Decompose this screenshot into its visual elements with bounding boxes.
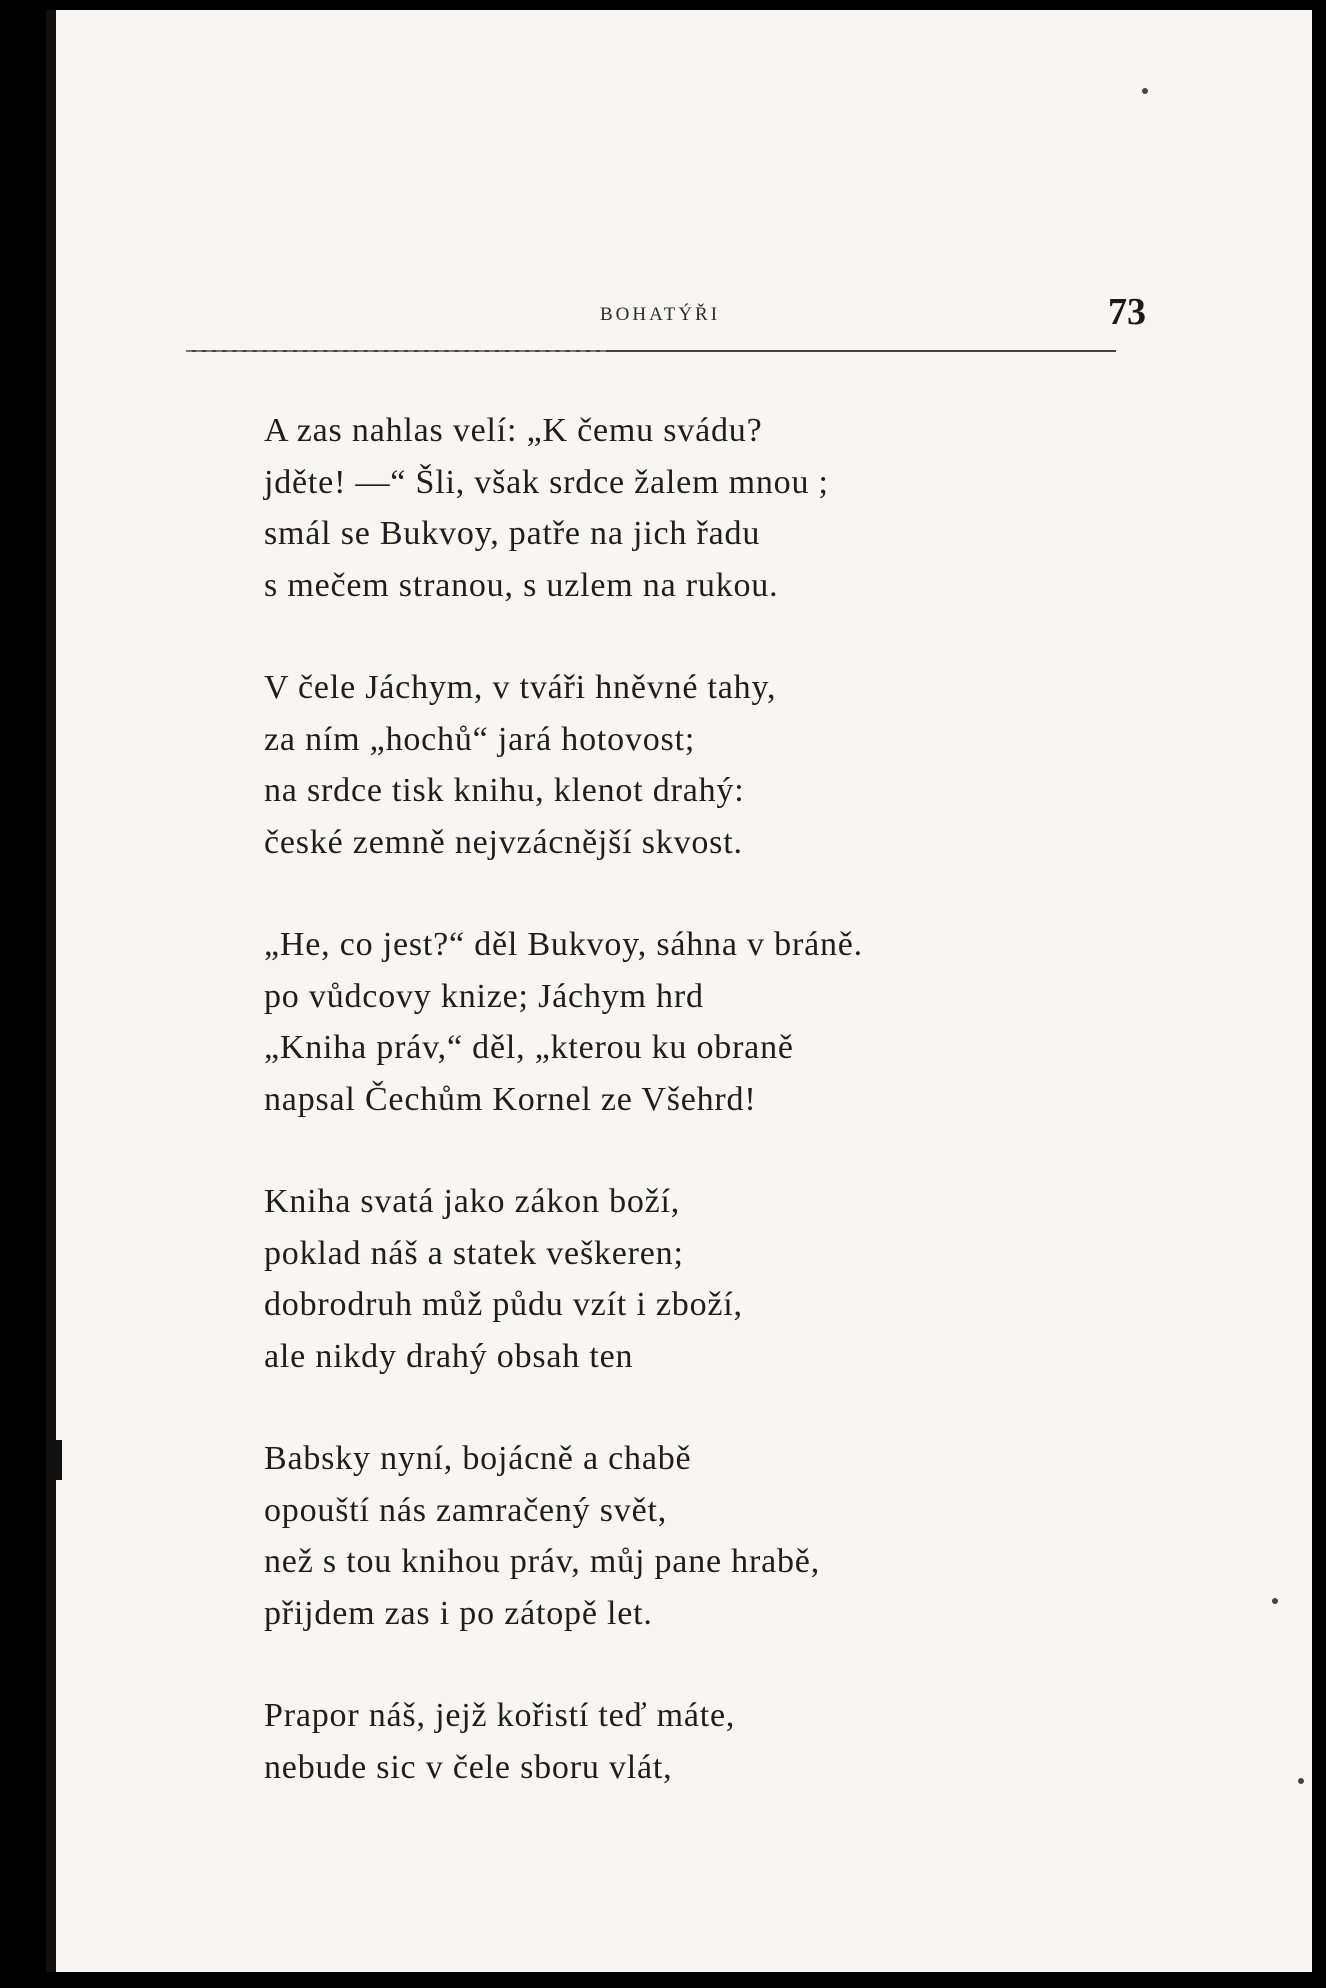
verse-line: „Kniha práv,“ děl, „kterou ku obraně xyxy=(264,1029,794,1066)
verse-line: „He, co jest?“ děl Bukvoy, sáhna v bráně. xyxy=(264,926,863,963)
running-title: BOHATÝŘI xyxy=(600,304,721,325)
verse-line: ale nikdy drahý obsah ten xyxy=(264,1337,634,1375)
verse-line: přijdem zas i po zátopě let. xyxy=(264,1594,653,1632)
poem xyxy=(264,405,1164,1844)
verse-line: Prapor náš, jejž kořistí teď máte, xyxy=(264,1697,736,1734)
stanza xyxy=(264,919,1164,1125)
verse-line: nebude sic v čele sboru vlát, xyxy=(264,1748,673,1786)
verse-line: V čele Jáchym, v tváři hněvné tahy, xyxy=(264,669,777,706)
verse-line: smál se Bukvoy, patře na jich řadu xyxy=(264,515,761,552)
stanza xyxy=(264,662,1164,868)
verse-line: jděte! —“ Šli, však srdce žalem mnou ; xyxy=(264,463,829,501)
page-number: 73 xyxy=(1108,291,1146,333)
verse-line: než s tou knihou práv, můj pane hrabě, xyxy=(264,1543,820,1580)
verse-line: po vůdcovy knize; Jáchym hrd xyxy=(264,977,704,1015)
verse-line: s mečem stranou, s uzlem na rukou. xyxy=(264,566,779,604)
verse-line: za ním „hochů“ jará hotovost; xyxy=(264,720,696,758)
verse-line: poklad náš a statek veškeren; xyxy=(264,1234,684,1272)
verse-line: A zas nahlas velí: „K čemu svádu? xyxy=(264,412,763,449)
verse-line: české zemně nejvzácnější skvost. xyxy=(264,823,743,861)
verse-line: Babsky nyní, bojácně a chabě xyxy=(264,1440,692,1477)
verse-line: na srdce tisk knihu, klenot drahý: xyxy=(264,772,745,809)
page-header xyxy=(176,290,1166,340)
verse-line: Kniha svatá jako zákon boží, xyxy=(264,1183,681,1220)
stanza xyxy=(264,1433,1164,1639)
book-page xyxy=(46,10,1312,1972)
header-rule xyxy=(186,350,1116,352)
speck xyxy=(1272,1598,1278,1604)
stanza xyxy=(264,1176,1164,1382)
speck xyxy=(1142,88,1148,94)
verse-line: napsal Čechům Kornel ze Všehrd! xyxy=(264,1080,757,1118)
stanza xyxy=(264,405,1164,611)
verse-line: opouští nás zamračený svět, xyxy=(264,1491,668,1529)
spine-mark xyxy=(56,1440,62,1480)
verse-line: dobrodruh můž půdu vzít i zboží, xyxy=(264,1286,743,1323)
speck xyxy=(1298,1778,1304,1784)
stanza xyxy=(264,1690,1164,1793)
page-spine-edge xyxy=(46,10,56,1972)
